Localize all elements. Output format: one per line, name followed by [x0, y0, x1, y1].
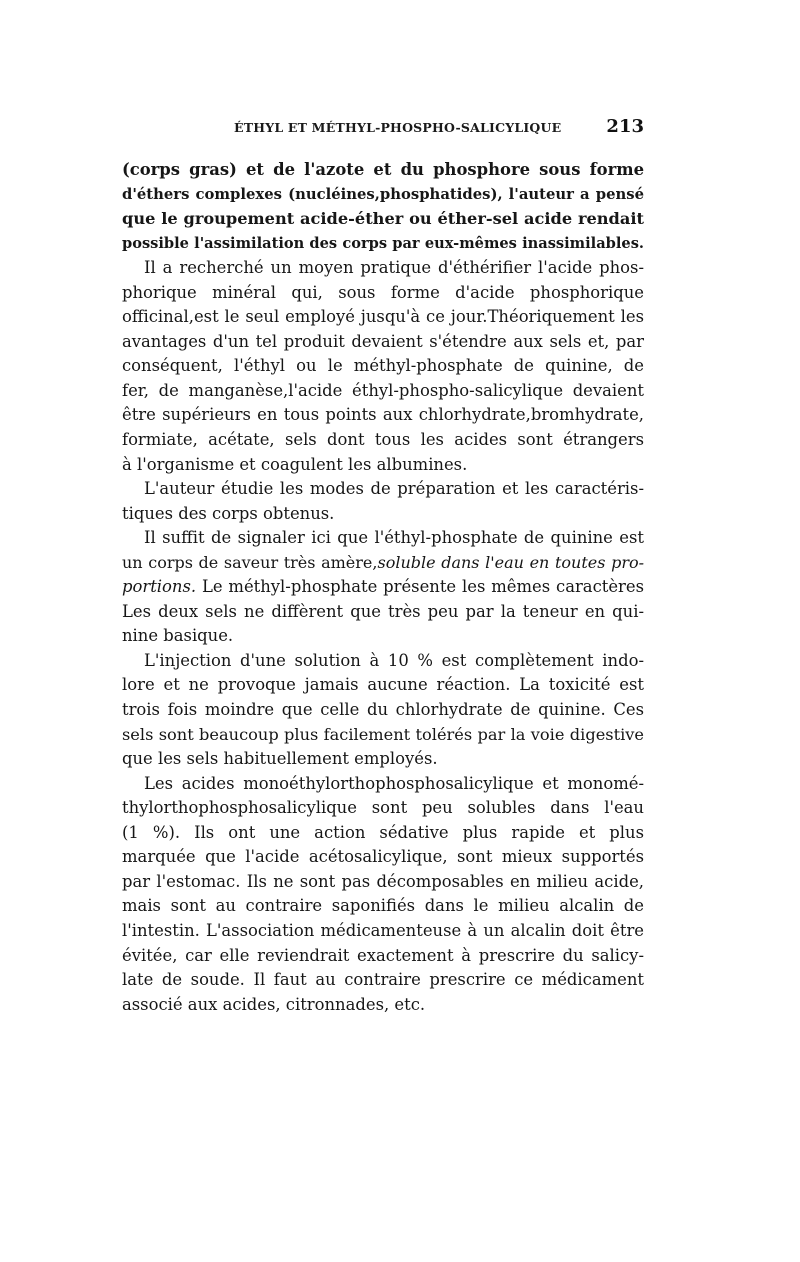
text-line [122, 551, 644, 576]
text-line: que les sels habituellement employés. [122, 749, 438, 769]
text-line: tiques des corps obtenus. [122, 503, 335, 523]
text-line: L'auteur étudie les modes de préparation et les caractéris- [144, 479, 644, 499]
text-line: Il suffit de signaler ici que l'éthyl-phosphate de quinine est [144, 528, 644, 548]
page-number: 213 [606, 116, 644, 137]
text-line: nine basique. [122, 626, 234, 646]
text-line: avantages d'un tel produit devaient s'étendre aux sels et, par [122, 331, 644, 351]
text-line: late de soude. Il faut au contraire prescrire ce médicament [122, 970, 644, 990]
text-line [122, 575, 644, 600]
text-line: thylorthophosphosalicylique sont peu solubles dans l'eau [122, 798, 644, 818]
text-line: conséquent, l'éthyl ou le méthyl-phosphate de quinine, de [122, 356, 644, 376]
text-line: possible l'assimilation des corps par eux-mêmes inassimilables. [122, 234, 644, 252]
text-line: Les deux sels ne diffèrent que très peu par la teneur en qui- [122, 601, 644, 621]
text-line: Il a recherché un moyen pratique d'éthérifier l'acide phos- [144, 258, 644, 278]
running-title: ÉTHYL ET MÉTHYL-PHOSPHO-SALICYLIQUE [234, 120, 562, 135]
text-line: évitée, car elle reviendrait exactement à prescrire du salicy- [122, 945, 644, 965]
text-line: Les acides monoéthylorthophosphosalicylique et monomé- [144, 773, 644, 793]
text-run: Le méthyl-phosphate présente les mêmes caractères [196, 577, 644, 597]
text-line: à l'organisme et coagulent les albumines. [122, 454, 468, 474]
text-line: lore et ne provoque jamais aucune réaction. La toxicité est [122, 675, 644, 695]
page-header [122, 116, 644, 142]
text-line: phorique minéral qui, sous forme d'acide phosphorique [122, 282, 644, 302]
text-line: fer, de manganèse,l'acide éthyl-phospho-salicylique devaient [122, 380, 644, 400]
body-text [122, 158, 644, 1017]
text-line: (1 %). Ils ont une action sédative plus rapide et plus [122, 822, 644, 842]
text-run: un corps de saveur très amère, [122, 552, 378, 572]
text-line: associé aux acides, citronnades, etc. [122, 994, 426, 1014]
text-line: formiate, acétate, sels dont tous les acides sont étrangers [122, 430, 644, 450]
text-line: (corps gras) et de l'azote et du phosphore sous forme [122, 160, 644, 179]
text-line: marquée que l'acide acétosalicylique, sont mieux supportés [122, 847, 644, 867]
text-line: être supérieurs en tous points aux chlorhydrate,bromhydrate, [122, 405, 644, 425]
text-line: trois fois moindre que celle du chlorhydrate de quinine. Ces [122, 700, 644, 720]
text-line: L'injection d'une solution à 10 % est complètement indo- [144, 650, 644, 670]
text-line: officinal,est le seul employé jusqu'à ce jour.Théoriquement les [122, 307, 644, 327]
text-line: que le groupement acide-éther ou éther-sel acide rendait [122, 209, 644, 229]
italic-text: portions. [122, 577, 197, 597]
text-line: l'intestin. L'association médicamenteuse à un alcalin doit être [122, 920, 644, 940]
text-line: sels sont beaucoup plus facilement tolérés par la voie digestive [122, 724, 644, 744]
italic-text: soluble dans l'eau en toutes pro- [377, 552, 644, 572]
text-line: par l'estomac. Ils ne sont pas décomposables en milieu acide, [122, 871, 644, 891]
text-line: mais sont au contraire saponifiés dans le milieu alcalin de [122, 896, 644, 916]
text-line: d'éthers complexes (nucléines,phosphatides), l'auteur a pensé [122, 185, 644, 203]
